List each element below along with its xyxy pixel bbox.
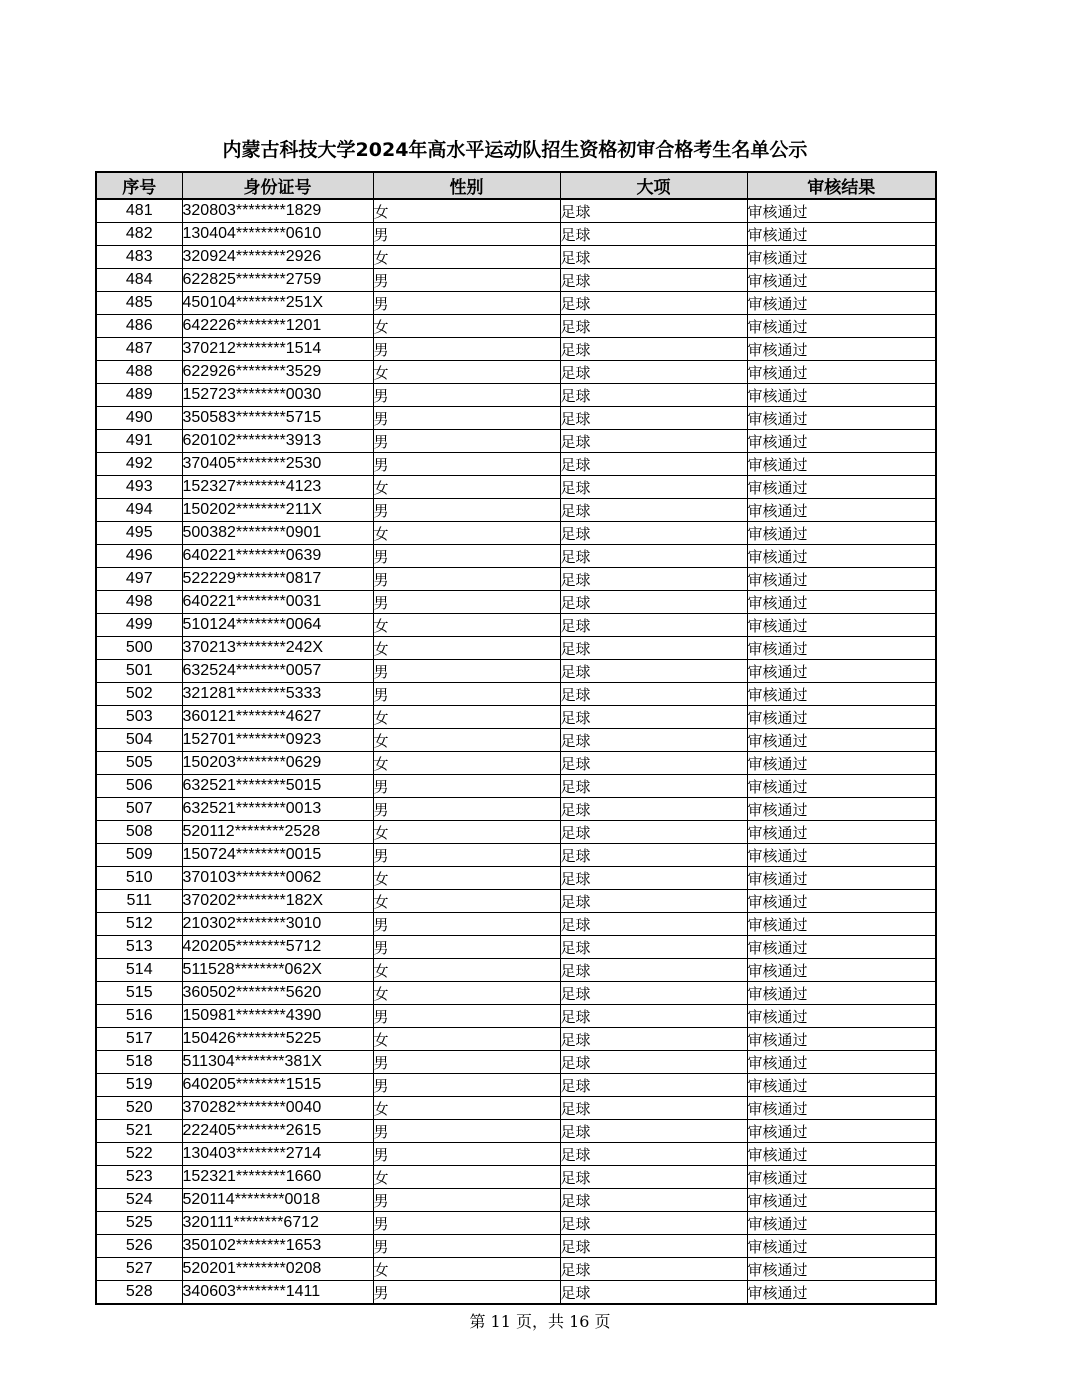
cell-sport: 足球 [560,959,747,982]
cell-id-number: 320111********6712 [182,1212,373,1235]
cell-sport: 足球 [560,1258,747,1281]
cell-sport: 足球 [560,246,747,269]
table-row [96,476,936,499]
table-row [96,752,936,775]
cell-result: 审核通过 [747,1097,936,1120]
cell-gender: 男 [373,223,560,246]
table-row [96,407,936,430]
table-body [96,199,936,1304]
cell-sport: 足球 [560,706,747,729]
cell-gender: 女 [373,890,560,913]
cell-result: 审核通过 [747,798,936,821]
cell-sport: 足球 [560,1143,747,1166]
cell-result: 审核通过 [747,591,936,614]
cell-seq: 492 [96,453,182,476]
cell-result: 审核通过 [747,706,936,729]
table-row [96,1120,936,1143]
cell-result: 审核通过 [747,637,936,660]
cell-sport: 足球 [560,660,747,683]
cell-gender: 女 [373,614,560,637]
cell-sport: 足球 [560,1281,747,1305]
cell-id-number: 130404********0610 [182,223,373,246]
cell-seq: 517 [96,1028,182,1051]
cell-id-number: 350583********5715 [182,407,373,430]
table-row [96,246,936,269]
cell-result: 审核通过 [747,890,936,913]
cell-result: 审核通过 [747,1281,936,1305]
cell-result: 审核通过 [747,522,936,545]
cell-seq: 514 [96,959,182,982]
table-row [96,292,936,315]
cell-sport: 足球 [560,522,747,545]
cell-gender: 男 [373,1281,560,1305]
cell-id-number: 450104********251X [182,292,373,315]
cell-id-number: 222405********2615 [182,1120,373,1143]
table-row [96,199,936,223]
cell-seq: 487 [96,338,182,361]
cell-id-number: 511528********062X [182,959,373,982]
cell-gender: 女 [373,752,560,775]
cell-gender: 男 [373,1189,560,1212]
cell-gender: 男 [373,1212,560,1235]
cell-seq: 528 [96,1281,182,1305]
cell-id-number: 370212********1514 [182,338,373,361]
cell-gender: 女 [373,199,560,223]
cell-sport: 足球 [560,384,747,407]
cell-result: 审核通过 [747,315,936,338]
cell-seq: 527 [96,1258,182,1281]
cell-seq: 513 [96,936,182,959]
cell-gender: 女 [373,1258,560,1281]
table-row [96,1281,936,1305]
cell-id-number: 640221********0031 [182,591,373,614]
cell-seq: 515 [96,982,182,1005]
cell-seq: 526 [96,1235,182,1258]
cell-sport: 足球 [560,821,747,844]
cell-gender: 男 [373,1143,560,1166]
cell-id-number: 360502********5620 [182,982,373,1005]
cell-sport: 足球 [560,199,747,223]
table-row [96,223,936,246]
table-row [96,338,936,361]
cell-seq: 501 [96,660,182,683]
cell-id-number: 520112********2528 [182,821,373,844]
cell-id-number: 632521********0013 [182,798,373,821]
cell-seq: 522 [96,1143,182,1166]
cell-seq: 508 [96,821,182,844]
header-seq: 序号 [96,172,182,199]
cell-gender: 男 [373,1074,560,1097]
table-row [96,867,936,890]
table-row [96,683,936,706]
cell-sport: 足球 [560,913,747,936]
cell-id-number: 500382********0901 [182,522,373,545]
cell-seq: 521 [96,1120,182,1143]
cell-result: 审核通过 [747,246,936,269]
cell-result: 审核通过 [747,361,936,384]
cell-id-number: 622926********3529 [182,361,373,384]
cell-result: 审核通过 [747,568,936,591]
cell-result: 审核通过 [747,729,936,752]
cell-sport: 足球 [560,614,747,637]
cell-sport: 足球 [560,867,747,890]
cell-seq: 507 [96,798,182,821]
cell-sport: 足球 [560,568,747,591]
cell-gender: 男 [373,775,560,798]
cell-seq: 523 [96,1166,182,1189]
table-row [96,1143,936,1166]
cell-id-number: 370213********242X [182,637,373,660]
table-row [96,568,936,591]
cell-id-number: 370282********0040 [182,1097,373,1120]
cell-seq: 490 [96,407,182,430]
cell-gender: 男 [373,338,560,361]
cell-result: 审核通过 [747,936,936,959]
cell-gender: 女 [373,867,560,890]
cell-sport: 足球 [560,338,747,361]
cell-result: 审核通过 [747,1166,936,1189]
cell-result: 审核通过 [747,959,936,982]
cell-seq: 503 [96,706,182,729]
cell-sport: 足球 [560,269,747,292]
cell-result: 审核通过 [747,982,936,1005]
table-row [96,384,936,407]
cell-sport: 足球 [560,1097,747,1120]
cell-id-number: 370405********2530 [182,453,373,476]
cell-sport: 足球 [560,315,747,338]
cell-result: 审核通过 [747,384,936,407]
cell-result: 审核通过 [747,453,936,476]
cell-id-number: 370103********0062 [182,867,373,890]
cell-gender: 男 [373,568,560,591]
cell-seq: 498 [96,591,182,614]
cell-gender: 男 [373,430,560,453]
cell-seq: 516 [96,1005,182,1028]
cell-result: 审核通过 [747,1120,936,1143]
cell-sport: 足球 [560,545,747,568]
table-row [96,982,936,1005]
table-row [96,430,936,453]
cell-id-number: 150202********211X [182,499,373,522]
cell-seq: 493 [96,476,182,499]
cell-result: 审核通过 [747,1258,936,1281]
cell-id-number: 370202********182X [182,890,373,913]
cell-sport: 足球 [560,453,747,476]
table-row [96,315,936,338]
cell-id-number: 152321********1660 [182,1166,373,1189]
cell-result: 审核通过 [747,1212,936,1235]
cell-gender: 女 [373,361,560,384]
cell-result: 审核通过 [747,867,936,890]
cell-gender: 男 [373,407,560,430]
cell-sport: 足球 [560,1120,747,1143]
cell-result: 审核通过 [747,844,936,867]
cell-gender: 女 [373,476,560,499]
cell-result: 审核通过 [747,407,936,430]
cell-result: 审核通过 [747,660,936,683]
cell-gender: 女 [373,1166,560,1189]
cell-gender: 女 [373,315,560,338]
cell-id-number: 152723********0030 [182,384,373,407]
table-row [96,890,936,913]
table-row [96,1212,936,1235]
table-row [96,936,936,959]
table-row [96,591,936,614]
cell-gender: 女 [373,821,560,844]
cell-sport: 足球 [560,844,747,867]
cell-sport: 足球 [560,430,747,453]
cell-gender: 男 [373,660,560,683]
cell-seq: 488 [96,361,182,384]
cell-gender: 男 [373,292,560,315]
cell-result: 审核通过 [747,430,936,453]
cell-id-number: 522229********0817 [182,568,373,591]
cell-result: 审核通过 [747,199,936,223]
cell-id-number: 152701********0923 [182,729,373,752]
cell-gender: 女 [373,637,560,660]
cell-seq: 511 [96,890,182,913]
cell-gender: 男 [373,1120,560,1143]
table-row [96,269,936,292]
table-row [96,959,936,982]
cell-sport: 足球 [560,407,747,430]
cell-id-number: 150724********0015 [182,844,373,867]
cell-seq: 494 [96,499,182,522]
cell-result: 审核通过 [747,1143,936,1166]
cell-id-number: 640221********0639 [182,545,373,568]
table-row [96,844,936,867]
cell-gender: 男 [373,545,560,568]
cell-seq: 524 [96,1189,182,1212]
cell-seq: 506 [96,775,182,798]
cell-id-number: 622825********2759 [182,269,373,292]
cell-sport: 足球 [560,890,747,913]
cell-id-number: 130403********2714 [182,1143,373,1166]
cell-id-number: 340603********1411 [182,1281,373,1305]
table-row [96,1005,936,1028]
cell-seq: 505 [96,752,182,775]
cell-sport: 足球 [560,1189,747,1212]
cell-gender: 男 [373,384,560,407]
cell-gender: 男 [373,936,560,959]
cell-id-number: 210302********3010 [182,913,373,936]
table-row [96,706,936,729]
cell-seq: 482 [96,223,182,246]
cell-gender: 男 [373,844,560,867]
table-row [96,614,936,637]
cell-seq: 504 [96,729,182,752]
table-row [96,1166,936,1189]
cell-seq: 485 [96,292,182,315]
cell-gender: 男 [373,1005,560,1028]
cell-seq: 510 [96,867,182,890]
cell-gender: 男 [373,798,560,821]
cell-gender: 女 [373,959,560,982]
header-sport: 大项 [560,172,747,199]
cell-result: 审核通过 [747,1074,936,1097]
cell-seq: 518 [96,1051,182,1074]
cell-id-number: 520114********0018 [182,1189,373,1212]
table-row [96,821,936,844]
cell-sport: 足球 [560,499,747,522]
cell-sport: 足球 [560,798,747,821]
cell-sport: 足球 [560,361,747,384]
cell-id-number: 420205********5712 [182,936,373,959]
table-row [96,361,936,384]
table-row [96,522,936,545]
table-row [96,1235,936,1258]
cell-gender: 女 [373,522,560,545]
cell-gender: 女 [373,729,560,752]
cell-seq: 496 [96,545,182,568]
cell-sport: 足球 [560,1074,747,1097]
cell-sport: 足球 [560,1028,747,1051]
cell-sport: 足球 [560,752,747,775]
cell-sport: 足球 [560,223,747,246]
cell-id-number: 320803********1829 [182,199,373,223]
document-title: 内蒙古科技大学2024年高水平运动队招生资格初审合格考生名单公示 [222,139,808,161]
page-footer: 第 11 页，共 16 页 [469,1312,611,1331]
table-row [96,1028,936,1051]
cell-id-number: 510124********0064 [182,614,373,637]
cell-gender: 女 [373,246,560,269]
cell-seq: 509 [96,844,182,867]
cell-sport: 足球 [560,1212,747,1235]
table-row [96,545,936,568]
cell-seq: 519 [96,1074,182,1097]
cell-gender: 男 [373,453,560,476]
cell-id-number: 150426********5225 [182,1028,373,1051]
table-row [96,453,936,476]
cell-result: 审核通过 [747,614,936,637]
table-row [96,1051,936,1074]
table-row [96,913,936,936]
cell-sport: 足球 [560,729,747,752]
cell-seq: 481 [96,199,182,223]
table-row [96,637,936,660]
cell-seq: 500 [96,637,182,660]
cell-sport: 足球 [560,1166,747,1189]
cell-sport: 足球 [560,591,747,614]
cell-gender: 男 [373,269,560,292]
cell-result: 审核通过 [747,338,936,361]
cell-sport: 足球 [560,476,747,499]
candidate-table [95,171,937,1305]
cell-result: 审核通过 [747,223,936,246]
cell-id-number: 360121********4627 [182,706,373,729]
cell-result: 审核通过 [747,1005,936,1028]
cell-result: 审核通过 [747,683,936,706]
cell-gender: 女 [373,982,560,1005]
cell-seq: 520 [96,1097,182,1120]
cell-result: 审核通过 [747,1028,936,1051]
table-header-row [96,172,936,199]
cell-result: 审核通过 [747,545,936,568]
table-row [96,660,936,683]
cell-id-number: 321281********5333 [182,683,373,706]
header-gender: 性别 [373,172,560,199]
cell-id-number: 620102********3913 [182,430,373,453]
cell-seq: 497 [96,568,182,591]
header-result: 审核结果 [747,172,936,199]
table-row [96,798,936,821]
cell-result: 审核通过 [747,821,936,844]
cell-id-number: 642226********1201 [182,315,373,338]
cell-id-number: 511304********381X [182,1051,373,1074]
cell-id-number: 350102********1653 [182,1235,373,1258]
cell-seq: 483 [96,246,182,269]
table-row [96,1189,936,1212]
cell-gender: 男 [373,1051,560,1074]
cell-seq: 489 [96,384,182,407]
table-row [96,1258,936,1281]
cell-sport: 足球 [560,292,747,315]
cell-gender: 男 [373,591,560,614]
cell-seq: 486 [96,315,182,338]
table-row [96,499,936,522]
cell-result: 审核通过 [747,1235,936,1258]
cell-id-number: 520201********0208 [182,1258,373,1281]
cell-seq: 495 [96,522,182,545]
cell-id-number: 632524********0057 [182,660,373,683]
cell-gender: 男 [373,1235,560,1258]
cell-result: 审核通过 [747,1189,936,1212]
cell-sport: 足球 [560,936,747,959]
cell-sport: 足球 [560,1005,747,1028]
cell-result: 审核通过 [747,1051,936,1074]
cell-gender: 女 [373,1028,560,1051]
cell-result: 审核通过 [747,499,936,522]
cell-sport: 足球 [560,1235,747,1258]
cell-gender: 女 [373,1097,560,1120]
cell-seq: 502 [96,683,182,706]
cell-sport: 足球 [560,683,747,706]
cell-result: 审核通过 [747,476,936,499]
cell-gender: 男 [373,499,560,522]
cell-gender: 女 [373,706,560,729]
cell-sport: 足球 [560,982,747,1005]
table-row [96,729,936,752]
table-row [96,1074,936,1097]
table-row [96,775,936,798]
cell-result: 审核通过 [747,775,936,798]
cell-sport: 足球 [560,775,747,798]
cell-result: 审核通过 [747,913,936,936]
cell-seq: 499 [96,614,182,637]
table-row [96,1097,936,1120]
header-id-number: 身份证号 [182,172,373,199]
cell-sport: 足球 [560,1051,747,1074]
cell-gender: 男 [373,683,560,706]
cell-seq: 525 [96,1212,182,1235]
cell-id-number: 632521********5015 [182,775,373,798]
cell-id-number: 150981********4390 [182,1005,373,1028]
cell-id-number: 152327********4123 [182,476,373,499]
cell-result: 审核通过 [747,269,936,292]
cell-seq: 484 [96,269,182,292]
cell-id-number: 150203********0629 [182,752,373,775]
cell-id-number: 320924********2926 [182,246,373,269]
cell-gender: 男 [373,913,560,936]
cell-sport: 足球 [560,637,747,660]
cell-seq: 491 [96,430,182,453]
cell-seq: 512 [96,913,182,936]
cell-result: 审核通过 [747,752,936,775]
cell-id-number: 640205********1515 [182,1074,373,1097]
cell-result: 审核通过 [747,292,936,315]
